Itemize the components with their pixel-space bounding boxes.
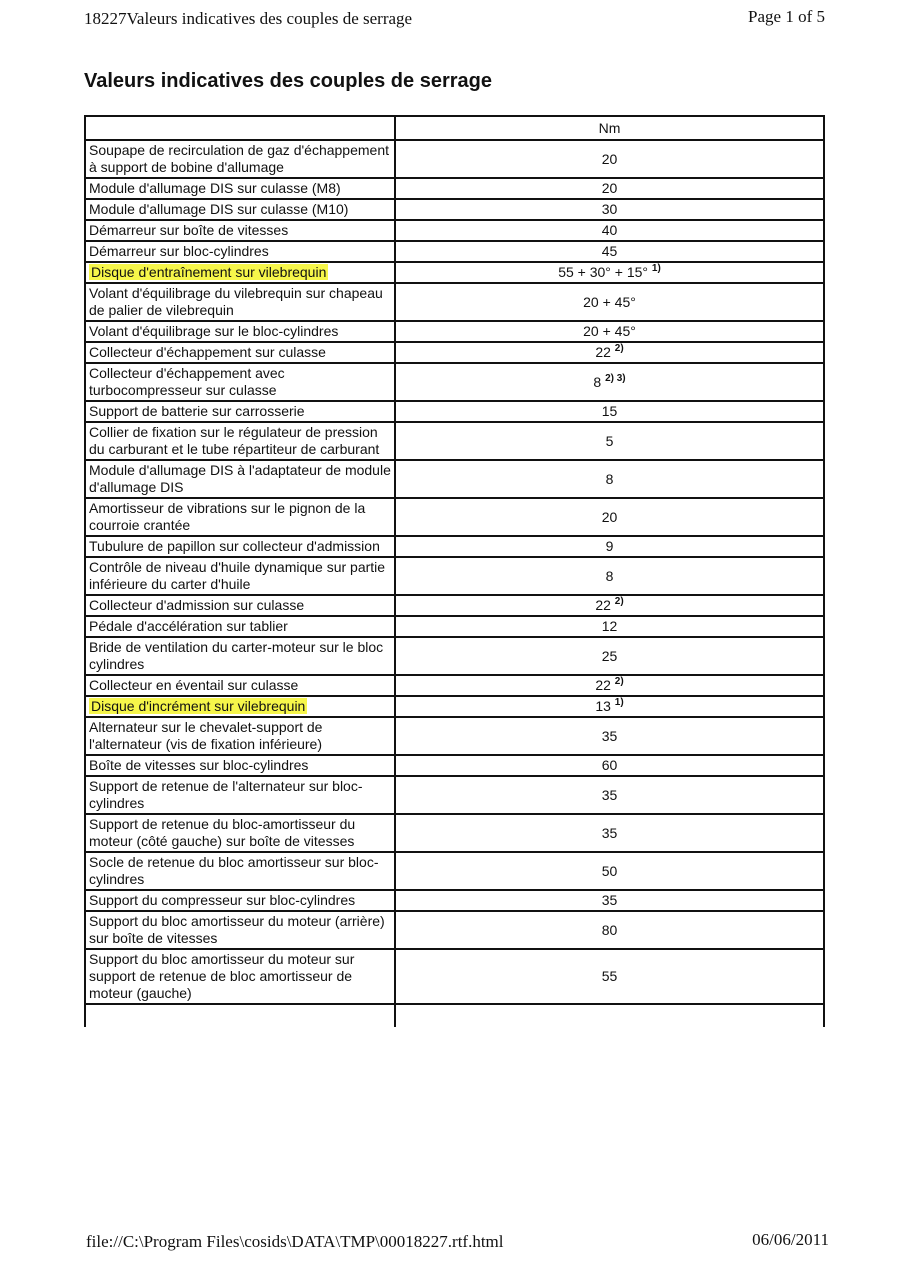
footnote-ref: 1) <box>614 697 624 708</box>
component-cell <box>85 241 395 262</box>
component-cell <box>85 460 395 498</box>
table-row <box>85 422 824 460</box>
header-page-number: Page 1 of 5 <box>748 7 825 26</box>
torque-value: 9 <box>605 538 614 554</box>
component-label: Collier de fixation sur le régulateur de pression du carburant et le tube répartiteur de carburant <box>89 424 380 457</box>
torque-cell <box>395 262 824 283</box>
component-cell <box>85 852 395 890</box>
table-row <box>85 911 824 949</box>
table-header-unit: Nm <box>395 116 824 140</box>
table-row <box>85 498 824 536</box>
torque-value: 40 <box>601 222 618 238</box>
component-cell <box>85 140 395 178</box>
component-label: Module d'allumage DIS sur culasse (M10) <box>89 201 349 217</box>
component-label: Alternateur sur le chevalet-support de l'alternateur (vis de fixation inférieure) <box>89 719 323 752</box>
page-title: Valeurs indicatives des couples de serrage <box>84 70 492 92</box>
table-row <box>85 852 824 890</box>
component-cell <box>85 262 395 283</box>
component-cell <box>85 401 395 422</box>
table-row-empty <box>85 1004 824 1027</box>
component-cell <box>85 199 395 220</box>
torque-cell <box>395 755 824 776</box>
torque-value: 25 <box>601 647 618 664</box>
torque-value: 20 + 45° <box>583 293 636 310</box>
component-label: Collecteur d'échappement sur culasse <box>89 344 326 360</box>
component-label: Amortisseur de vibrations sur le pignon de la courroie crantée <box>89 500 366 533</box>
torque-cell <box>395 178 824 199</box>
component-label: Support du bloc amortisseur du moteur sur support de retenue de bloc amortisseur de moteur (gauche) <box>89 951 355 1001</box>
torque-cell <box>395 199 824 220</box>
footnote-ref: 1) <box>651 263 661 274</box>
component-cell <box>85 616 395 637</box>
component-cell <box>85 595 395 616</box>
component-cell <box>85 696 395 717</box>
table-row <box>85 949 824 1004</box>
torque-value: 60 <box>601 757 618 773</box>
torque-cell <box>395 890 824 911</box>
component-cell <box>85 911 395 949</box>
component-label: Support de retenue de l'alternateur sur bloc-cylindres <box>89 778 363 811</box>
component-label: Boîte de vitesses sur bloc-cylindres <box>89 757 309 773</box>
component-cell <box>85 220 395 241</box>
component-label: Collecteur d'échappement avec turbocompresseur sur culasse <box>89 365 285 398</box>
component-cell <box>85 363 395 401</box>
table-row <box>85 401 824 422</box>
torque-cell <box>395 422 824 460</box>
table-row <box>85 675 824 696</box>
torque-value: 20 <box>601 508 618 525</box>
component-label: Disque d'entraînement sur vilebrequin <box>91 264 327 280</box>
component-cell <box>85 890 395 911</box>
torque-cell <box>395 911 824 949</box>
torque-value: 13 <box>595 698 611 714</box>
torque-cell <box>395 776 824 814</box>
torque-cell <box>395 321 824 342</box>
table-row <box>85 616 824 637</box>
torque-value: 50 <box>601 862 618 879</box>
table-row <box>85 890 824 911</box>
component-cell <box>85 178 395 199</box>
component-cell <box>85 755 395 776</box>
torque-table <box>84 115 825 1027</box>
table-row <box>85 755 824 776</box>
torque-cell <box>395 717 824 755</box>
torque-cell <box>395 696 824 717</box>
component-cell <box>85 949 395 1004</box>
component-label: Contrôle de niveau d'huile dynamique sur partie inférieure du carter d'huile <box>89 559 386 592</box>
torque-value: 8 <box>605 567 614 584</box>
table-row <box>85 696 824 717</box>
footer-date: 06/06/2011 <box>752 1230 829 1249</box>
footnote-ref: 2) <box>614 676 624 687</box>
torque-cell <box>395 498 824 536</box>
component-cell <box>85 717 395 755</box>
torque-cell <box>395 595 824 616</box>
component-label: Démarreur sur bloc-cylindres <box>89 243 269 259</box>
table-header-row <box>85 116 824 140</box>
table-row <box>85 220 824 241</box>
empty-cell <box>85 1004 395 1027</box>
torque-value: 80 <box>601 921 618 938</box>
table-row <box>85 814 824 852</box>
component-cell <box>85 422 395 460</box>
torque-cell <box>395 241 824 262</box>
torque-cell <box>395 220 824 241</box>
component-label: Module d'allumage DIS à l'adaptateur de module d'allumage DIS <box>89 462 391 495</box>
table-row <box>85 283 824 321</box>
torque-value: 55 + 30° + 15° <box>558 264 649 280</box>
footnote-ref: 2) <box>614 343 624 354</box>
table-row <box>85 557 824 595</box>
torque-cell <box>395 283 824 321</box>
torque-cell <box>395 814 824 852</box>
component-label: Tubulure de papillon sur collecteur d'admission <box>89 538 380 554</box>
torque-cell <box>395 637 824 675</box>
torque-table-container <box>84 115 825 1027</box>
torque-value: 8 <box>605 470 614 487</box>
torque-value: 22 <box>595 597 611 613</box>
component-label: Volant d'équilibrage sur le bloc-cylindres <box>89 323 339 339</box>
footnote-ref: 2) <box>614 596 624 607</box>
torque-value: 45 <box>601 243 618 259</box>
torque-value: 20 <box>601 150 618 167</box>
component-label: Module d'allumage DIS sur culasse (M8) <box>89 180 341 196</box>
empty-cell <box>395 1004 824 1027</box>
component-label: Support du bloc amortisseur du moteur (arrière) sur boîte de vitesses <box>89 913 385 946</box>
table-row <box>85 595 824 616</box>
table-row <box>85 199 824 220</box>
torque-value: 22 <box>595 344 611 360</box>
torque-value: 35 <box>601 786 618 803</box>
component-label: Support du compresseur sur bloc-cylindres <box>89 892 356 908</box>
torque-value: 20 <box>601 180 618 196</box>
component-cell <box>85 536 395 557</box>
component-label: Support de batterie sur carrosserie <box>89 403 305 419</box>
table-row <box>85 241 824 262</box>
torque-cell <box>395 675 824 696</box>
torque-value: 15 <box>601 403 618 419</box>
torque-cell <box>395 536 824 557</box>
torque-value: 35 <box>601 727 618 744</box>
component-label: Disque d'incrément sur vilebrequin <box>91 698 306 714</box>
torque-value: 22 <box>595 677 611 693</box>
torque-cell <box>395 852 824 890</box>
torque-cell <box>395 363 824 401</box>
table-row <box>85 460 824 498</box>
component-cell <box>85 283 395 321</box>
torque-cell <box>395 342 824 363</box>
table-row <box>85 262 824 283</box>
table-header-empty <box>85 116 395 140</box>
component-cell <box>85 675 395 696</box>
component-cell <box>85 321 395 342</box>
table-row <box>85 140 824 178</box>
table-row <box>85 776 824 814</box>
footnote-ref: 2) 3) <box>605 372 626 384</box>
component-label: Démarreur sur boîte de vitesses <box>89 222 289 238</box>
component-label: Volant d'équilibrage du vilebrequin sur chapeau de palier de vilebrequin <box>89 285 383 318</box>
torque-cell <box>395 616 824 637</box>
component-cell <box>85 498 395 536</box>
component-label: Soupape de recirculation de gaz d'échappement à support de bobine d'allumage <box>89 142 389 175</box>
torque-value: 20 + 45° <box>583 323 636 339</box>
table-row <box>85 637 824 675</box>
table-row <box>85 536 824 557</box>
component-cell <box>85 814 395 852</box>
component-cell <box>85 342 395 363</box>
torque-value: 35 <box>601 824 618 841</box>
component-label: Collecteur d'admission sur culasse <box>89 597 305 613</box>
component-cell <box>85 637 395 675</box>
torque-value: 35 <box>601 892 618 908</box>
torque-value: 5 <box>605 432 614 449</box>
torque-cell <box>395 557 824 595</box>
table-row <box>85 363 824 401</box>
torque-value: 30 <box>601 201 618 217</box>
component-label: Socle de retenue du bloc amortisseur sur bloc-cylindres <box>89 854 379 887</box>
torque-cell <box>395 949 824 1004</box>
torque-value: 8 <box>593 373 602 390</box>
torque-value: 12 <box>601 618 618 634</box>
component-label: Collecteur en éventail sur culasse <box>89 677 299 693</box>
component-cell <box>85 557 395 595</box>
component-cell <box>85 776 395 814</box>
header-document-title: 18227Valeurs indicatives des couples de serrage <box>84 9 413 28</box>
torque-table-body <box>85 116 824 1027</box>
footer-file-path: file://C:\Program Files\cosids\DATA\TMP\00018227.rtf.html <box>86 1232 504 1251</box>
torque-cell <box>395 401 824 422</box>
table-row <box>85 321 824 342</box>
torque-cell <box>395 140 824 178</box>
table-row <box>85 342 824 363</box>
component-label: Pédale d'accélération sur tablier <box>89 618 288 634</box>
torque-cell <box>395 460 824 498</box>
table-row <box>85 717 824 755</box>
component-label: Support de retenue du bloc-amortisseur du moteur (côté gauche) sur boîte de vitesses <box>89 816 356 849</box>
component-label: Bride de ventilation du carter-moteur sur le bloc cylindres <box>89 639 384 672</box>
table-row <box>85 178 824 199</box>
torque-value: 55 <box>601 968 618 984</box>
